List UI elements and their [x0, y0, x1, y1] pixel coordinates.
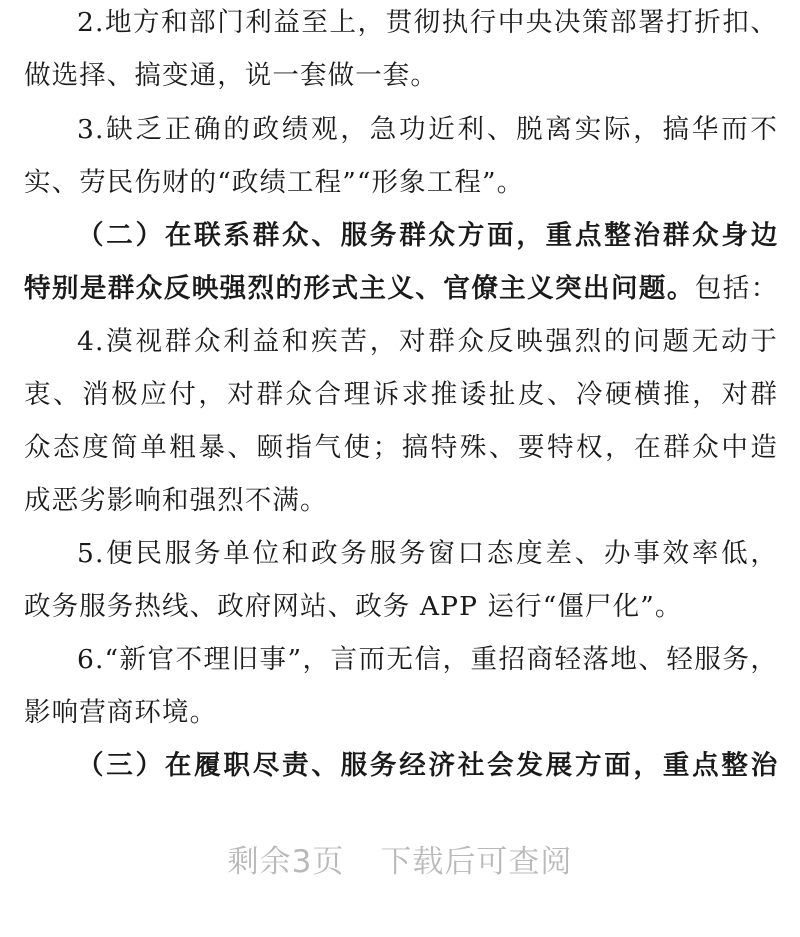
paragraph-line: 衷、消极应付，对群众合理诉求推诿扯皮、冷硬横推，对群 — [24, 379, 778, 410]
paragraph-line: 实、劳民伤财的“政绩工程”“形象工程”。 — [24, 167, 525, 198]
section-heading-continued — [24, 272, 778, 306]
paragraph-line: 做选择、搞变通，说一套做一套。 — [24, 60, 438, 91]
paragraph-line: 政务服务热线、政府网站、政务 APP 运行“僵尸化”。 — [24, 591, 683, 622]
remaining-pages-text: 剩余3页 — [227, 844, 345, 880]
download-prompt[interactable] — [0, 836, 800, 881]
paragraph-line: 众态度简单粗暴、颐指气使；搞特殊、要特权，在群众中造 — [24, 432, 778, 463]
section-heading: （二）在联系群众、服务群众方面，重点整治群众身边 — [77, 220, 778, 251]
paragraph-line: 5.便民服务单位和政务服务窗口态度差、办事效率低， — [77, 538, 778, 569]
paragraph-line: 影响营商环境。 — [24, 697, 218, 728]
paragraph-line: 成恶劣影响和强烈不满。 — [24, 485, 328, 516]
download-to-view-text: 下载后可查阅 — [380, 844, 573, 880]
section-heading-text: 特别是群众反映强烈的形式主义、官僚主义突出问题。 — [24, 273, 695, 304]
paragraph-line: 6.“新官不理旧事”，言而无信，重招商轻落地、轻服务， — [77, 644, 778, 675]
section-heading: （三）在履职尽责、服务经济社会发展方面，重点整治 — [77, 750, 778, 781]
paragraph-line: 4.漠视群众利益和疾苦，对群众反映强烈的问题无动于 — [77, 326, 778, 357]
includes-label: 包括： — [694, 273, 778, 304]
paragraph-line: 3.缺乏正确的政绩观，急功近利、脱离实际，搞华而不 — [77, 114, 778, 145]
paragraph-line: 2.地方和部门利益至上，贯彻执行中央决策部署打折扣、 — [77, 7, 778, 38]
